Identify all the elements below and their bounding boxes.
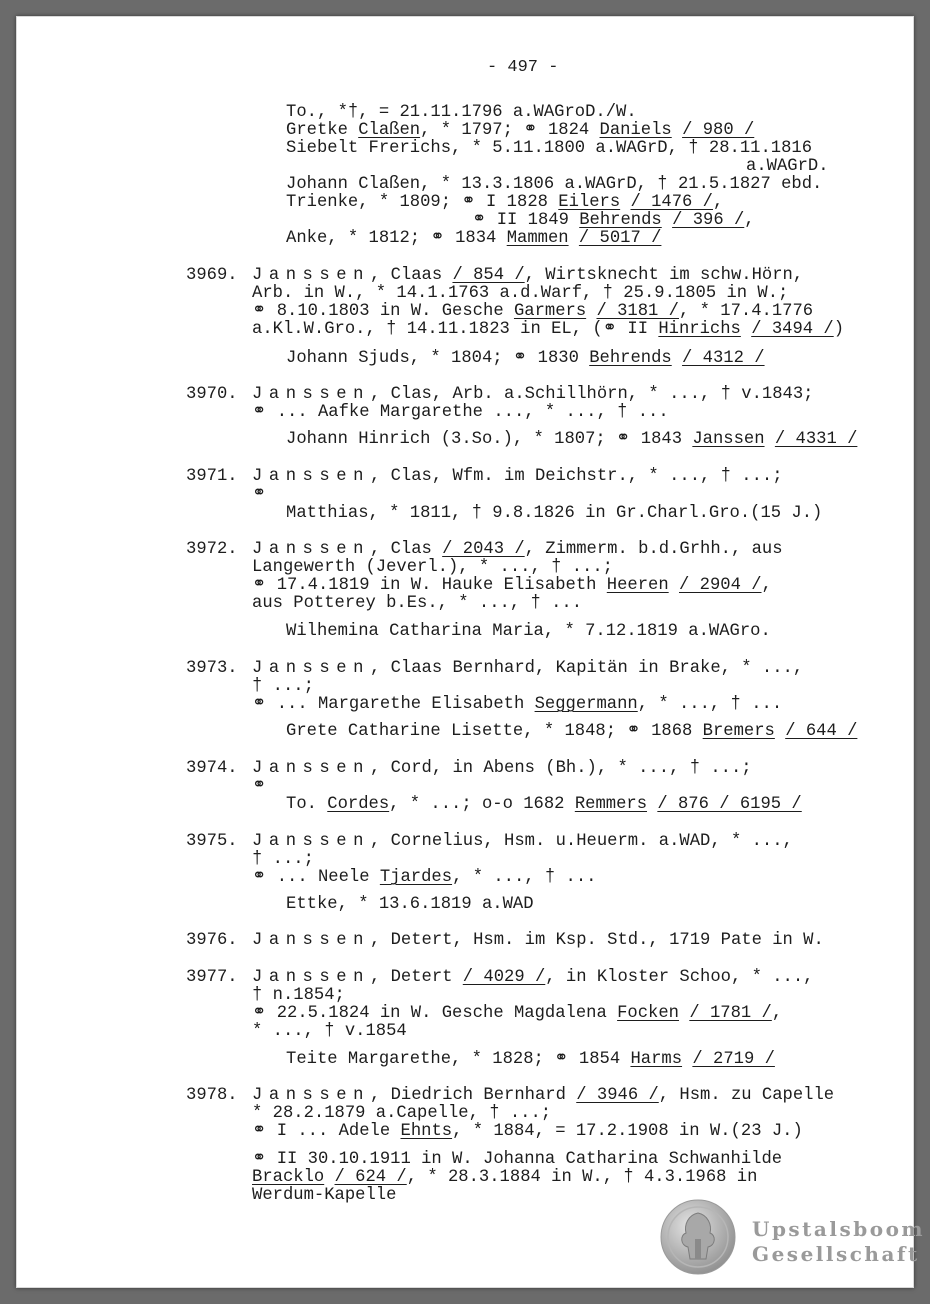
text-line: * ..., † v.1854 [252, 1022, 407, 1041]
brand-name-line1: Upstalsboom [752, 1217, 926, 1241]
entry-number: 3970. [186, 385, 238, 404]
text-line: Werdum-Kapelle [252, 1186, 397, 1205]
child-line: Teite Margarethe, * 1828; ⚭ 1854 Harms / 2719 / [286, 1050, 775, 1069]
text-line: ⚭ [252, 485, 267, 504]
text-line: ⚭ ... Neele Tjardes, * ..., † ... [252, 868, 597, 887]
entry-headline: Janssen, Cord, in Abens (Bh.), * ..., † ...; [252, 759, 752, 778]
text-line: aus Potterey b.Es., * ..., † ... [252, 594, 583, 613]
child-line: Grete Catharine Lisette, * 1848; ⚭ 1868 Bremers / 644 / [286, 722, 858, 741]
text-line: † ...; [252, 677, 314, 696]
entry-number: 3972. [186, 540, 238, 559]
text-line: † n.1854; [252, 986, 345, 1005]
entry-number: 3973. [186, 659, 238, 678]
text-line: Siebelt Frerichs, * 5.11.1800 a.WAGrD, † 28.11.1816 [286, 139, 813, 158]
page-number: - 497 - [487, 58, 559, 77]
text-line: Trienke, * 1809; ⚭ I 1828 Eilers / 1476 /, [286, 193, 724, 212]
text-line: ⚭ ... Margarethe Elisabeth Seggermann, * ..., † ... [252, 695, 783, 714]
child-line: Ettke, * 13.6.1819 a.WAD [286, 895, 534, 914]
text-line: ⚭ 17.4.1819 in W. Hauke Elisabeth Heeren / 2904 /, [252, 576, 772, 595]
text-line: ⚭ ... Aafke Margarethe ..., * ..., † ... [252, 403, 669, 422]
text-line: To., *†, = 21.11.1796 a.WAGroD./W. [286, 103, 637, 122]
text-line: Langewerth (Jeverl.), * ..., † ...; [252, 558, 613, 577]
entry-headline: Janssen, Detert, Hsm. im Ksp. Std., 1719 Pate in W. [252, 931, 824, 950]
text-line: Arb. in W., * 14.1.1763 a.d.Warf, † 25.9.1805 in W.; [252, 284, 789, 303]
entry-number: 3971. [186, 467, 238, 486]
text-line: a.Kl.W.Gro., † 14.11.1823 in EL, (⚭ II Hinrichs / 3494 /) [252, 320, 845, 339]
entry-headline: Janssen, Claas / 854 /, Wirtsknecht im schw.Hörn, [252, 266, 804, 285]
child-line: Matthias, * 1811, † 9.8.1826 in Gr.Charl.Gro.(15 J.) [286, 504, 823, 523]
child-line: Wilhemina Catharina Maria, * 7.12.1819 a.WAGro. [286, 622, 771, 641]
text-line: * 28.2.1879 a.Capelle, † ...; [252, 1104, 552, 1123]
child-line: Johann Hinrich (3.So.), * 1807; ⚭ 1843 Janssen / 4331 / [286, 430, 858, 449]
text-line: ⚭ 8.10.1803 in W. Gesche Garmers / 3181 /, * 17.4.1776 [252, 302, 814, 321]
text-line: Johann Claßen, * 13.3.1806 a.WAGrD, † 21.5.1827 ebd. [286, 175, 823, 194]
entry-number: 3978. [186, 1086, 238, 1105]
text-line: a.WAGrD. [746, 157, 829, 176]
child-line: To. Cordes, * ...; o-o 1682 Remmers / 876 / 6195 / [286, 795, 802, 814]
entry-headline: Janssen, Detert / 4029 /, in Kloster Schoo, * ..., [252, 968, 814, 987]
entry-headline: Janssen, Diedrich Bernhard / 3946 /, Hsm. zu Capelle [252, 1086, 835, 1105]
entry-headline: Janssen, Clas, Wfm. im Deichstr., * ..., † ...; [252, 467, 783, 486]
text-line: Bracklo / 624 /, * 28.3.1884 in W., † 4.3.1968 in [252, 1168, 758, 1187]
text-line: ⚭ 22.5.1824 in W. Gesche Magdalena Focken / 1781 /, [252, 1004, 783, 1023]
text-line: † ...; [252, 850, 314, 869]
text-line: ⚭ II 1849 Behrends / 396 /, [472, 211, 755, 230]
text-line: ⚭ I ... Adele Ehnts, * 1884, = 17.2.1908 in W.(23 J.) [252, 1122, 803, 1141]
entry-number: 3976. [186, 931, 238, 950]
entry-number: 3977. [186, 968, 238, 987]
brand-name-line2: Gesellschaft [752, 1242, 920, 1266]
text-line: ⚭ II 30.10.1911 in W. Johanna Catharina Schwanhilde [252, 1150, 783, 1169]
text-line: Gretke Claßen, * 1797; ⚭ 1824 Daniels / 980 / [286, 121, 755, 140]
entry-headline: Janssen, Cornelius, Hsm. u.Heuerm. a.WAD, * ..., [252, 832, 793, 851]
entry-number: 3975. [186, 832, 238, 851]
seal-logo-icon [660, 1199, 736, 1275]
text-line: ⚭ [252, 777, 267, 796]
entry-number: 3974. [186, 759, 238, 778]
entry-headline: Janssen, Clas, Arb. a.Schillhörn, * ..., † v.1843; [252, 385, 814, 404]
entry-headline: Janssen, Clas / 2043 /, Zimmerm. b.d.Grhh., aus [252, 540, 783, 559]
child-line: Johann Sjuds, * 1804; ⚭ 1830 Behrends / 4312 / [286, 349, 765, 368]
text-line: Anke, * 1812; ⚭ 1834 Mammen / 5017 / [286, 229, 662, 248]
entry-number: 3969. [186, 266, 238, 285]
entry-headline: Janssen, Claas Bernhard, Kapitän in Brake, * ..., [252, 659, 804, 678]
